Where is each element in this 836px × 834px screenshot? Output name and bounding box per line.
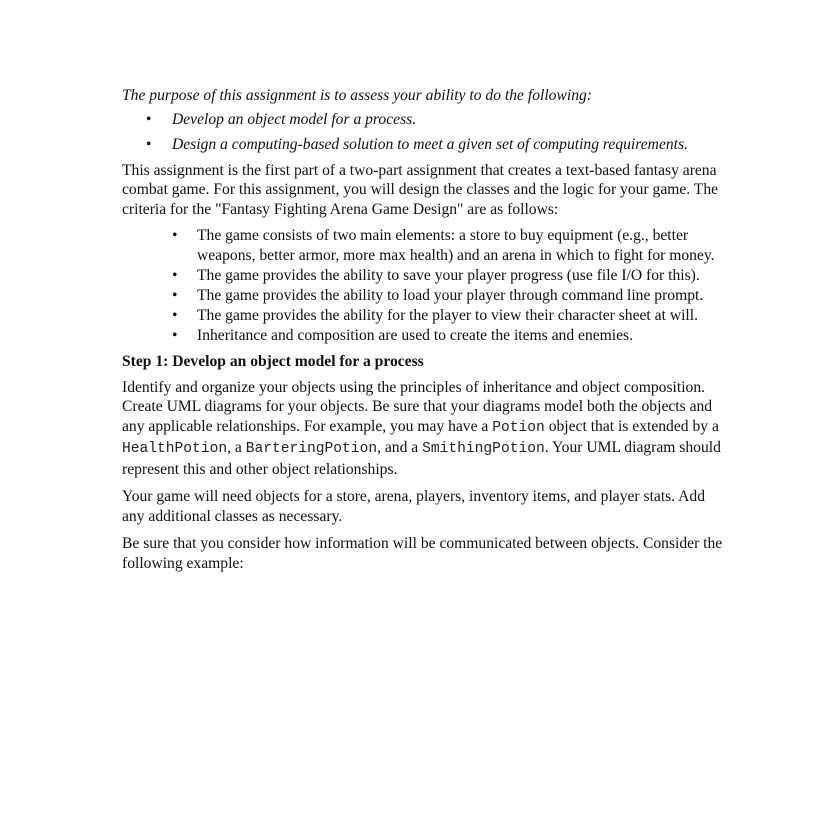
- criteria-item: [122, 266, 727, 286]
- step1-text-d: , and a: [377, 439, 423, 457]
- communication-paragraph: Be sure that you consider how information will be communicated between objects. Consider the following example:: [122, 535, 723, 572]
- code-potion: Potion: [492, 419, 545, 436]
- goals-list: [122, 110, 727, 155]
- intro-paragraph: This assignment is the first part of a two-part assignment that creates a text-based fantasy arena combat game. For this assignment, you will design the classes and the logic for your game. The criteria for the "Fantasy Fighting Arena Game Design" are as follows:: [122, 161, 719, 218]
- bullet-icon: •: [146, 110, 152, 128]
- goal-text: Design a computing-based solution to meet a given set of computing requirements.: [172, 136, 688, 153]
- step1-paragraph: [122, 378, 727, 480]
- criteria-list: [122, 226, 727, 345]
- assignment-document: [122, 86, 727, 573]
- criteria-item: [122, 326, 727, 346]
- goal-item: [122, 135, 727, 155]
- step1-text-c: , a: [227, 439, 246, 457]
- code-bartering-potion: BarteringPotion: [245, 441, 378, 458]
- code-smithing-potion: SmithingPotion: [422, 441, 545, 458]
- criteria-item: [122, 286, 727, 306]
- intro-statement: The purpose of this assignment is to assess your ability to do the following:: [122, 87, 592, 104]
- objects-paragraph: Your game will need objects for a store, arena, players, inventory items, and player stats. Add any additional classes as necessary.: [122, 488, 706, 525]
- step1-text-a: Identify and organize your objects using the principles of inheritance and object composition. Create UML diagrams for your objects. Be sure that your diagrams model both the objects and any applicable relationships. For example, you may have a: [122, 378, 713, 435]
- bullet-icon: •: [172, 326, 178, 344]
- bullet-icon: •: [172, 286, 178, 304]
- bullet-icon: •: [172, 227, 178, 244]
- criteria-text: Inheritance and composition are used to create the items and enemies.: [197, 326, 634, 344]
- step1-text-b: object that is extended by a: [544, 417, 719, 435]
- bullet-icon: •: [146, 136, 152, 153]
- step1-text-e: . Your UML diagram should represent this and other object relationships.: [122, 439, 721, 478]
- criteria-text: The game consists of two main elements: a store to buy equipment (e.g., better weapons, better armor, more max health) and an arena in which to fight for money.: [197, 227, 715, 264]
- code-health-potion: HealthPotion: [122, 441, 228, 458]
- bullet-icon: •: [172, 266, 178, 284]
- criteria-item: [122, 306, 727, 326]
- step1-heading: Step 1: Develop an object model for a process: [122, 353, 424, 371]
- criteria-text: The game provides the ability for the player to view their character sheet at will.: [197, 306, 698, 324]
- criteria-item: [122, 226, 727, 265]
- goal-text: Develop an object model for a process.: [172, 110, 417, 128]
- criteria-text: The game provides the ability to save your player progress (use file I/O for this).: [197, 266, 700, 284]
- bullet-icon: •: [172, 306, 178, 324]
- goal-item: [122, 110, 727, 130]
- criteria-text: The game provides the ability to load your player through command line prompt.: [197, 286, 704, 304]
